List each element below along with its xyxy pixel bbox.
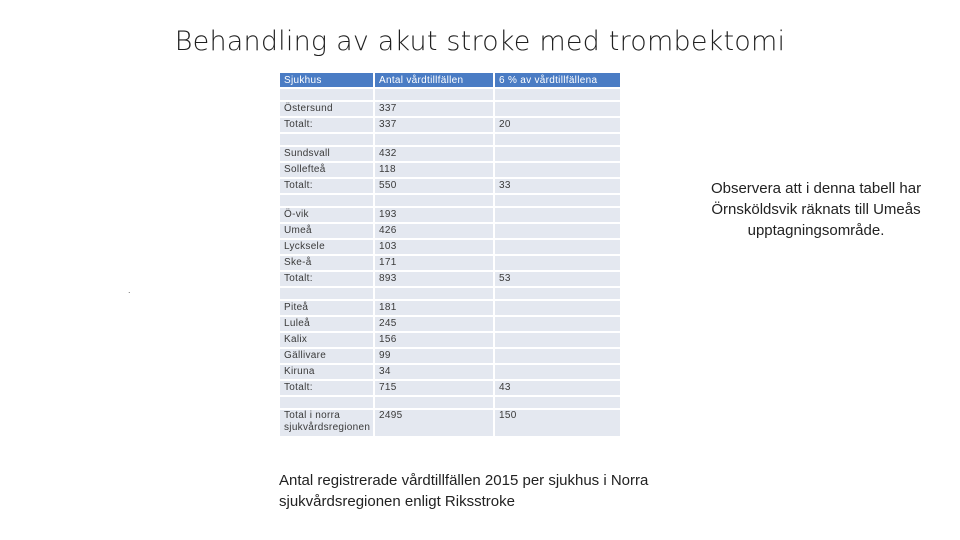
table-cell: 426 — [375, 224, 495, 238]
table-row — [280, 381, 622, 395]
table-cell — [495, 134, 622, 145]
table-cell: 193 — [375, 208, 495, 222]
stray-dot: . — [128, 285, 131, 295]
table-row — [280, 272, 622, 286]
table-cell: Sollefteå — [280, 163, 375, 177]
table-row — [280, 333, 622, 347]
table-row — [280, 301, 622, 315]
table-cell — [495, 365, 622, 379]
table-cell: 181 — [375, 301, 495, 315]
table-cell: 337 — [375, 102, 495, 116]
table-cell: Luleå — [280, 317, 375, 331]
header-sjukhus: Sjukhus — [280, 73, 375, 87]
table-cell: Totalt: — [280, 381, 375, 395]
table-row — [280, 365, 622, 379]
table-cell: Lycksele — [280, 240, 375, 254]
table-row — [280, 397, 622, 408]
table-row — [280, 118, 622, 132]
table-cell — [495, 163, 622, 177]
caption-text: Antal registrerade vårdtillfällen 2015 per sjukhus i Norra sjukvårdsregionen enligt Riksstroke — [279, 472, 649, 510]
table-cell — [495, 256, 622, 270]
table-row — [280, 147, 622, 161]
table-row — [280, 288, 622, 299]
table-cell: Totalt: — [280, 118, 375, 132]
table-row — [280, 224, 622, 238]
table-cell: 550 — [375, 179, 495, 193]
table-cell: Sundsvall — [280, 147, 375, 161]
table-cell: 43 — [495, 381, 622, 395]
table-cell — [495, 240, 622, 254]
table-cell: Piteå — [280, 301, 375, 315]
table-cell — [495, 301, 622, 315]
table-cell: 150 — [495, 410, 622, 436]
note-text: Observera att i denna tabell har Örnsköldsvik räknats till Umeås upptagningsområde. — [710, 180, 922, 239]
table-cell: 53 — [495, 272, 622, 286]
table-cell: 715 — [375, 381, 495, 395]
table-cell: 33 — [495, 179, 622, 193]
table-cell — [495, 208, 622, 222]
header-six-percent: 6 % av vårdtillfällena — [495, 73, 622, 87]
table-cell: 337 — [375, 118, 495, 132]
table-cell — [375, 195, 495, 206]
table-cell: Östersund — [280, 102, 375, 116]
table-row — [280, 349, 622, 363]
table-row — [280, 317, 622, 331]
table-cell: Totalt: — [280, 272, 375, 286]
slide-title: Behandling av akut stroke med trombektomi — [174, 26, 786, 57]
table-cell — [375, 397, 495, 408]
header-antal: Antal vårdtillfällen — [375, 73, 495, 87]
table-row — [280, 89, 622, 100]
table-cell — [375, 89, 495, 100]
table-row — [280, 195, 622, 206]
table-cell: Kiruna — [280, 365, 375, 379]
table-cell — [495, 349, 622, 363]
table-cell: 99 — [375, 349, 495, 363]
table-cell — [495, 288, 622, 299]
table-cell: Kalix — [280, 333, 375, 347]
table-row — [280, 179, 622, 193]
table-cell — [280, 288, 375, 299]
table-row — [280, 134, 622, 145]
table-cell: 2495 — [375, 410, 495, 436]
table-cell: 893 — [375, 272, 495, 286]
table-cell: Totalt: — [280, 179, 375, 193]
table-cell — [495, 195, 622, 206]
table-header-row — [280, 73, 622, 87]
table-cell: Ske-å — [280, 256, 375, 270]
table-row — [280, 208, 622, 222]
table-cell: Umeå — [280, 224, 375, 238]
table-row — [280, 410, 622, 436]
table-cell: 103 — [375, 240, 495, 254]
table-row — [280, 163, 622, 177]
table-cell: 156 — [375, 333, 495, 347]
table-cell: 432 — [375, 147, 495, 161]
table-cell — [495, 397, 622, 408]
stroke-table — [280, 71, 622, 438]
table-cell — [280, 134, 375, 145]
table-row — [280, 240, 622, 254]
table-row — [280, 256, 622, 270]
table-cell — [375, 134, 495, 145]
table-cell: 171 — [375, 256, 495, 270]
table-row — [280, 102, 622, 116]
table-cell: 34 — [375, 365, 495, 379]
table-cell — [280, 195, 375, 206]
table-cell: 20 — [495, 118, 622, 132]
table-cell: 118 — [375, 163, 495, 177]
table-cell — [280, 89, 375, 100]
table-cell — [280, 397, 375, 408]
table-cell: Ö-vik — [280, 208, 375, 222]
table-cell — [375, 288, 495, 299]
table-cell — [495, 224, 622, 238]
table-cell: Total i norra sjukvårdsregionen — [280, 410, 375, 436]
table-cell — [495, 89, 622, 100]
table-cell — [495, 102, 622, 116]
table-cell: 245 — [375, 317, 495, 331]
table-cell — [495, 147, 622, 161]
table-cell — [495, 317, 622, 331]
table-cell: Gällivare — [280, 349, 375, 363]
table-cell — [495, 333, 622, 347]
